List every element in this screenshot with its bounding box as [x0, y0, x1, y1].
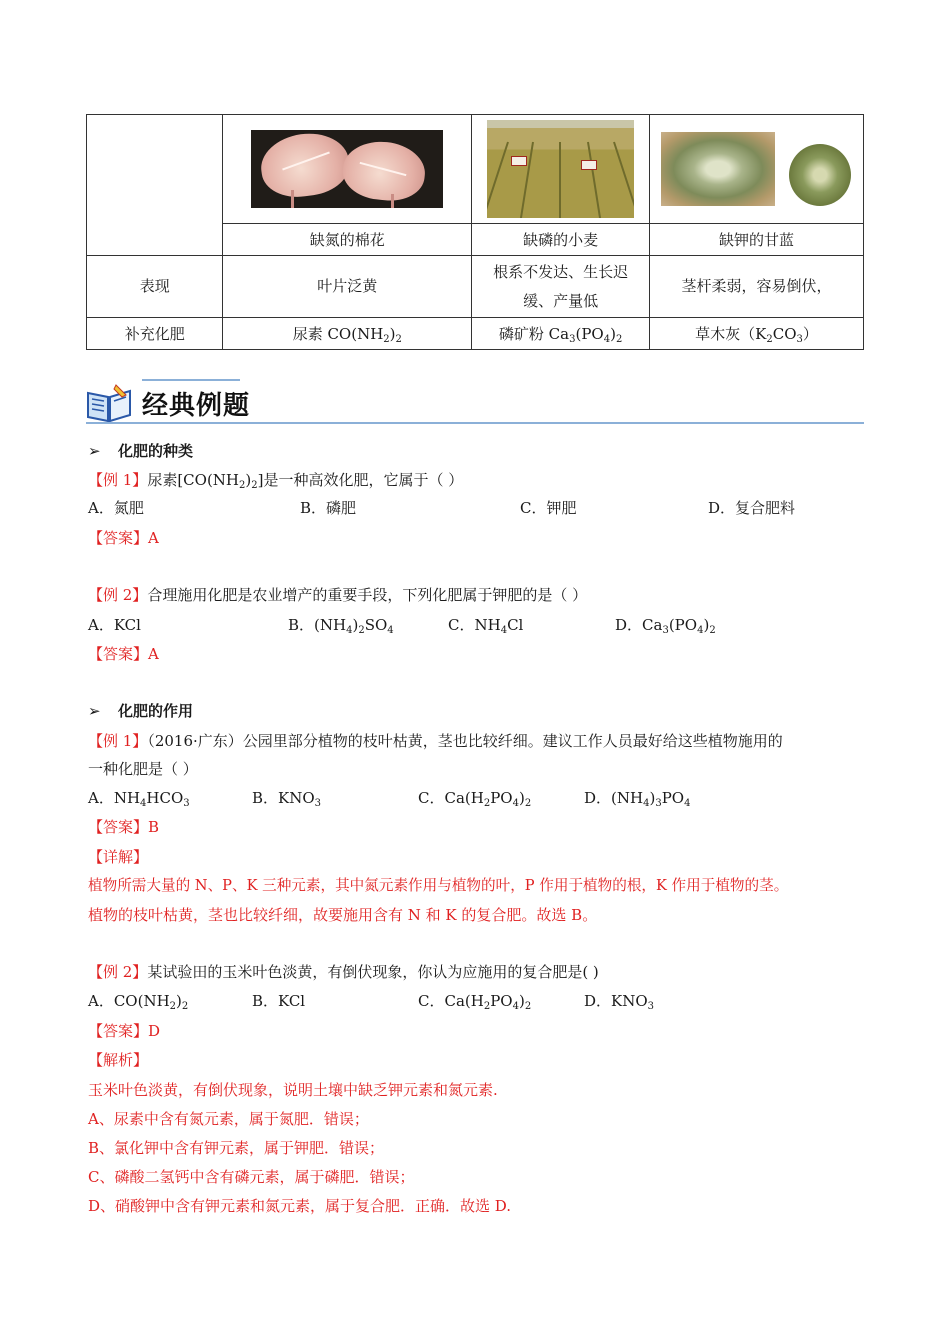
- question-p2-ex2: 【例 2】某试验田的玉米叶色淡黄，有倒伏现象，你认为应施用的复合肥是( ): [88, 963, 599, 981]
- caption-cabbage: 缺钾的甘蓝: [650, 224, 864, 256]
- subsection-heading-effects: ➢ 化肥的作用: [88, 702, 194, 720]
- option-b: B．KCl: [252, 992, 306, 1010]
- option-c: C．$NH_4Cl$: [448, 616, 524, 636]
- fix-nitrogen: 尿素 $CO(NH_2)_2$: [223, 318, 472, 350]
- fix-potassium: 草木灰$(K_2CO_3)$: [650, 318, 864, 350]
- caption-wheat: 缺磷的小麦: [472, 224, 650, 256]
- option-b: B．$(NH_4)_2SO_4$: [288, 616, 394, 636]
- answer-p1-ex1: 【答案】A: [88, 529, 159, 547]
- question-p1-ex2: 【例 2】合理施用化肥是农业增产的重要手段，下列化肥属于钾肥的是（ ）: [88, 586, 588, 604]
- option-a: A．$NH_4HCO_3$: [88, 789, 190, 809]
- option-d: D．$KNO_3$: [584, 992, 655, 1012]
- symptom-phosphorus: 根系不发达、生长迟 缓、产量低: [472, 256, 650, 318]
- symptom-label: 表现: [87, 256, 223, 318]
- option-c: C．$Ca(H_2PO_4)_2$: [418, 992, 532, 1012]
- question-p2-ex1-line2: 一种化肥是（ ）: [88, 760, 198, 778]
- answer-p1-ex2: 【答案】A: [88, 645, 159, 663]
- answer-p2-ex1: 【答案】B: [88, 818, 160, 836]
- wheat-image-cell: [472, 115, 650, 224]
- section-accent-line: [142, 379, 240, 381]
- section-divider: [86, 422, 864, 424]
- option-a: A．KCl: [88, 616, 141, 634]
- option-a: A．$CO(NH_2)_2$: [88, 992, 189, 1012]
- cotton-image-cell: [223, 115, 472, 224]
- analysis-line: B、氯化钾中含有钾元素，属于钾肥．错误；: [88, 1139, 385, 1157]
- option-b: B．磷肥: [300, 499, 357, 517]
- cotton-leaves-photo-icon: [251, 130, 443, 208]
- question-p1-ex1: 【例 1】尿素$[CO(NH_2)_2]$是一种高效化肥，它属于（ ）: [88, 471, 464, 491]
- option-b: B．$KNO_3$: [252, 789, 322, 809]
- symptom-potassium: 茎杆柔弱，容易倒伏，: [650, 256, 864, 318]
- cabbage-photo-icon: [661, 132, 853, 206]
- analysis-tag: 【解析】: [88, 1051, 149, 1069]
- fertilizer-table: [86, 114, 864, 350]
- option-c: C．钾肥: [520, 499, 577, 517]
- option-d: D．复合肥料: [708, 499, 796, 517]
- arrow-bullet-icon: ➢: [88, 442, 101, 460]
- arrow-bullet-icon: ➢: [88, 702, 101, 720]
- analysis-line: D、硝酸钾中含有钾元素和氮元素，属于复合肥．正确．故选 D.: [88, 1197, 512, 1215]
- analysis-line: A、尿素中含有氮元素，属于氮肥．错误；: [88, 1110, 369, 1128]
- option-c: C．$Ca(H_2PO_4)_2$: [418, 789, 532, 809]
- question-p2-ex1-line1: 【例 1】（2016·广东）公园里部分植物的枝叶枯黄，茎也比较纤细。建议工作人员最好给这些植物施用的: [88, 732, 783, 750]
- symptom-nitrogen: 叶片泛黄: [223, 256, 472, 318]
- caption-cotton: 缺氮的棉花: [223, 224, 472, 256]
- detail-tag: 【详解】: [88, 848, 149, 866]
- analysis-line: C、磷酸二氢钙中含有磷元素，属于磷肥．错误；: [88, 1168, 415, 1186]
- analysis-line: 玉米叶色淡黄，有倒伏现象，说明土壤中缺乏钾元素和氮元素.: [88, 1081, 498, 1099]
- subsection-heading-types: ➢ 化肥的种类: [88, 442, 194, 460]
- detail-line-2: 植物的枝叶枯黄，茎也比较纤细，故要施用含有 N 和 K 的复合肥。故选 B。: [88, 906, 598, 924]
- option-a: A．氮肥: [88, 499, 144, 517]
- table-corner-cell: [87, 115, 223, 256]
- cabbage-image-cell: [650, 115, 864, 224]
- wheat-field-photo-icon: [487, 120, 634, 218]
- fix-phosphorus: 磷矿粉 $Ca_3(PO_4)_2$: [472, 318, 650, 350]
- option-d: D．$Ca_3(PO_4)_2$: [615, 616, 716, 636]
- detail-line-1: 植物所需大量的 N、P、K 三种元素，其中氮元素作用与植物的叶，P 作用于植物的根，K 作用于植物的茎。: [88, 877, 789, 894]
- answer-p2-ex2: 【答案】D: [88, 1022, 161, 1040]
- open-book-icon: [86, 383, 132, 423]
- section-title: 经典例题: [142, 391, 251, 421]
- fix-label: 补充化肥: [87, 318, 223, 350]
- option-d: D．$(NH_4)_3PO_4$: [584, 789, 691, 809]
